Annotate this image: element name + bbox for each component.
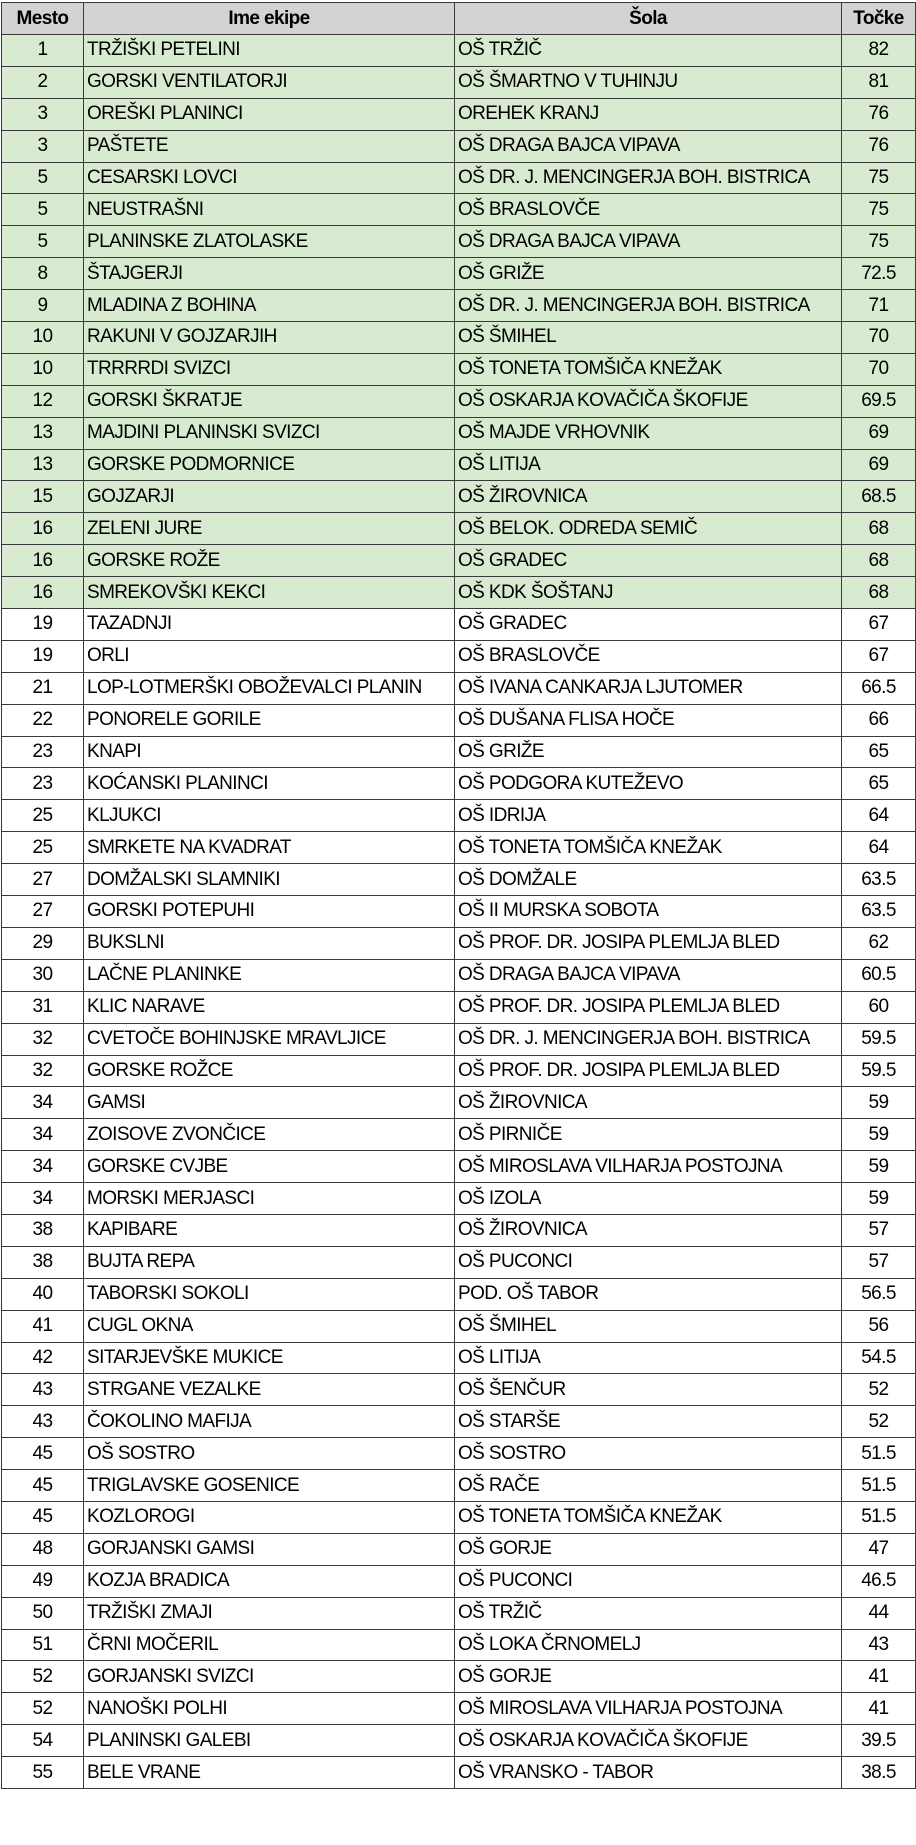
rank-cell: 52 bbox=[2, 1661, 84, 1693]
school-cell: OŠ MAJDE VRHOVNIK bbox=[455, 417, 842, 449]
table-row bbox=[2, 353, 916, 385]
school-cell: OŠ TRŽIČ bbox=[455, 35, 842, 67]
points-cell: 69 bbox=[842, 449, 916, 481]
team-cell: ŠTAJGERJI bbox=[84, 258, 455, 290]
school-cell: OŠ IZOLA bbox=[455, 1183, 842, 1215]
team-cell: ČRNI MOČERIL bbox=[84, 1629, 455, 1661]
rank-cell: 1 bbox=[2, 35, 84, 67]
rank-cell: 55 bbox=[2, 1757, 84, 1789]
school-cell: OŠ PIRNIČE bbox=[455, 1119, 842, 1151]
school-cell: OŠ TRŽIČ bbox=[455, 1597, 842, 1629]
team-cell: BUJTA REPA bbox=[84, 1246, 455, 1278]
table-row bbox=[2, 1214, 916, 1246]
header-school: Šola bbox=[455, 3, 842, 35]
table-row bbox=[2, 545, 916, 577]
rank-cell: 21 bbox=[2, 672, 84, 704]
points-cell: 75 bbox=[842, 162, 916, 194]
school-cell: OŠ GRADEC bbox=[455, 545, 842, 577]
points-cell: 64 bbox=[842, 800, 916, 832]
table-row bbox=[2, 290, 916, 322]
points-cell: 59.5 bbox=[842, 1055, 916, 1087]
table-row bbox=[2, 1183, 916, 1215]
table-row bbox=[2, 66, 916, 98]
rank-cell: 52 bbox=[2, 1693, 84, 1725]
team-cell: CESARSKI LOVCI bbox=[84, 162, 455, 194]
school-cell: OŠ TONETA TOMŠIČA KNEŽAK bbox=[455, 832, 842, 864]
rank-cell: 9 bbox=[2, 290, 84, 322]
school-cell: OŠ DOMŽALE bbox=[455, 864, 842, 896]
table-row bbox=[2, 800, 916, 832]
table-row bbox=[2, 991, 916, 1023]
rank-cell: 5 bbox=[2, 162, 84, 194]
team-cell: TAZADNJI bbox=[84, 609, 455, 641]
points-cell: 52 bbox=[842, 1406, 916, 1438]
team-cell: DOMŽALSKI SLAMNIKI bbox=[84, 864, 455, 896]
school-cell: OŠ PROF. DR. JOSIPA PLEMLJA BLED bbox=[455, 927, 842, 959]
points-cell: 68 bbox=[842, 513, 916, 545]
rank-cell: 15 bbox=[2, 481, 84, 513]
rank-cell: 45 bbox=[2, 1501, 84, 1533]
table-row bbox=[2, 577, 916, 609]
team-cell: ZOISOVE ZVONČICE bbox=[84, 1119, 455, 1151]
school-cell: OŠ ŠENČUR bbox=[455, 1374, 842, 1406]
team-cell: BUKSLNI bbox=[84, 927, 455, 959]
points-cell: 57 bbox=[842, 1214, 916, 1246]
rank-cell: 38 bbox=[2, 1214, 84, 1246]
team-cell: GORSKE ROŽE bbox=[84, 545, 455, 577]
table-row bbox=[2, 1374, 916, 1406]
points-cell: 41 bbox=[842, 1661, 916, 1693]
rank-cell: 34 bbox=[2, 1151, 84, 1183]
header-points: Točke bbox=[842, 3, 916, 35]
points-cell: 76 bbox=[842, 98, 916, 130]
team-cell: SITARJEVŠKE MUKICE bbox=[84, 1342, 455, 1374]
table-row bbox=[2, 385, 916, 417]
school-cell: OŠ BELOK. ODREDA SEMIČ bbox=[455, 513, 842, 545]
team-cell: MLADINA Z BOHINA bbox=[84, 290, 455, 322]
school-cell: OŠ PUCONCI bbox=[455, 1246, 842, 1278]
rank-cell: 41 bbox=[2, 1310, 84, 1342]
rank-cell: 32 bbox=[2, 1023, 84, 1055]
team-cell: KOZLOROGI bbox=[84, 1501, 455, 1533]
points-cell: 65 bbox=[842, 768, 916, 800]
team-cell: GORSKI POTEPUHI bbox=[84, 896, 455, 928]
team-cell: OŠ SOSTRO bbox=[84, 1438, 455, 1470]
team-cell: GORSKE ROŽCE bbox=[84, 1055, 455, 1087]
table-row bbox=[2, 927, 916, 959]
table-row bbox=[2, 1501, 916, 1533]
school-cell: OŠ VRANSKO - TABOR bbox=[455, 1757, 842, 1789]
rank-cell: 50 bbox=[2, 1597, 84, 1629]
team-cell: PLANINSKI GALEBI bbox=[84, 1725, 455, 1757]
points-cell: 46.5 bbox=[842, 1565, 916, 1597]
points-cell: 60 bbox=[842, 991, 916, 1023]
points-cell: 56 bbox=[842, 1310, 916, 1342]
team-cell: KOĆANSKI PLANINCI bbox=[84, 768, 455, 800]
points-cell: 69.5 bbox=[842, 385, 916, 417]
points-cell: 68 bbox=[842, 545, 916, 577]
results-table bbox=[1, 2, 916, 1789]
school-cell: OŠ ŠMIHEL bbox=[455, 322, 842, 354]
table-row bbox=[2, 1565, 916, 1597]
team-cell: ČOKOLINO MAFIJA bbox=[84, 1406, 455, 1438]
rank-cell: 45 bbox=[2, 1438, 84, 1470]
rank-cell: 31 bbox=[2, 991, 84, 1023]
table-row bbox=[2, 513, 916, 545]
table-row bbox=[2, 832, 916, 864]
team-cell: GORJANSKI SVIZCI bbox=[84, 1661, 455, 1693]
table-row bbox=[2, 226, 916, 258]
points-cell: 59.5 bbox=[842, 1023, 916, 1055]
team-cell: CUGL OKNA bbox=[84, 1310, 455, 1342]
table-row bbox=[2, 959, 916, 991]
points-cell: 65 bbox=[842, 736, 916, 768]
table-row bbox=[2, 1470, 916, 1502]
points-cell: 63.5 bbox=[842, 864, 916, 896]
points-cell: 43 bbox=[842, 1629, 916, 1661]
team-cell: TRŽIŠKI ZMAJI bbox=[84, 1597, 455, 1629]
points-cell: 75 bbox=[842, 226, 916, 258]
points-cell: 59 bbox=[842, 1087, 916, 1119]
points-cell: 82 bbox=[842, 35, 916, 67]
school-cell: OŠ DUŠANA FLISA HOČE bbox=[455, 704, 842, 736]
table-row bbox=[2, 1310, 916, 1342]
school-cell: OREHEK KRANJ bbox=[455, 98, 842, 130]
points-cell: 69 bbox=[842, 417, 916, 449]
school-cell: OŠ MIROSLAVA VILHARJA POSTOJNA bbox=[455, 1693, 842, 1725]
points-cell: 66 bbox=[842, 704, 916, 736]
points-cell: 54.5 bbox=[842, 1342, 916, 1374]
table-row bbox=[2, 1055, 916, 1087]
school-cell: OŠ GRADEC bbox=[455, 609, 842, 641]
school-cell: OŠ PUCONCI bbox=[455, 1565, 842, 1597]
school-cell: OŠ GORJE bbox=[455, 1533, 842, 1565]
table-row bbox=[2, 1278, 916, 1310]
rank-cell: 13 bbox=[2, 417, 84, 449]
school-cell: OŠ BRASLOVČE bbox=[455, 640, 842, 672]
school-cell: OŠ ŠMARTNO V TUHINJU bbox=[455, 66, 842, 98]
team-cell: PAŠTETE bbox=[84, 130, 455, 162]
table-row bbox=[2, 864, 916, 896]
team-cell: LOP-LOTMERŠKI OBOŽEVALCI PLANIN bbox=[84, 672, 455, 704]
rank-cell: 2 bbox=[2, 66, 84, 98]
points-cell: 68 bbox=[842, 577, 916, 609]
points-cell: 64 bbox=[842, 832, 916, 864]
points-cell: 52 bbox=[842, 1374, 916, 1406]
rank-cell: 25 bbox=[2, 832, 84, 864]
rank-cell: 23 bbox=[2, 768, 84, 800]
points-cell: 70 bbox=[842, 353, 916, 385]
table-row bbox=[2, 98, 916, 130]
team-cell: CVETOČE BOHINJSKE MRAVLJICE bbox=[84, 1023, 455, 1055]
school-cell: OŠ MIROSLAVA VILHARJA POSTOJNA bbox=[455, 1151, 842, 1183]
team-cell: NEUSTRAŠNI bbox=[84, 194, 455, 226]
points-cell: 59 bbox=[842, 1151, 916, 1183]
points-cell: 47 bbox=[842, 1533, 916, 1565]
team-cell: GORJANSKI GAMSI bbox=[84, 1533, 455, 1565]
school-cell: OŠ GRIŽE bbox=[455, 736, 842, 768]
rank-cell: 34 bbox=[2, 1183, 84, 1215]
rank-cell: 27 bbox=[2, 896, 84, 928]
team-cell: KAPIBARE bbox=[84, 1214, 455, 1246]
school-cell: OŠ IDRIJA bbox=[455, 800, 842, 832]
school-cell: OŠ ŠMIHEL bbox=[455, 1310, 842, 1342]
table-row bbox=[2, 1725, 916, 1757]
rank-cell: 23 bbox=[2, 736, 84, 768]
table-row bbox=[2, 322, 916, 354]
table-row bbox=[2, 1533, 916, 1565]
rank-cell: 43 bbox=[2, 1374, 84, 1406]
points-cell: 75 bbox=[842, 194, 916, 226]
team-cell: OREŠKI PLANINCI bbox=[84, 98, 455, 130]
table-row bbox=[2, 1661, 916, 1693]
table-row bbox=[2, 896, 916, 928]
rank-cell: 34 bbox=[2, 1087, 84, 1119]
points-cell: 39.5 bbox=[842, 1725, 916, 1757]
table-row bbox=[2, 1629, 916, 1661]
school-cell: OŠ DR. J. MENCINGERJA BOH. BISTRICA bbox=[455, 162, 842, 194]
school-cell: OŠ TONETA TOMŠIČA KNEŽAK bbox=[455, 353, 842, 385]
school-cell: OŠ II MURSKA SOBOTA bbox=[455, 896, 842, 928]
table-row bbox=[2, 35, 916, 67]
points-cell: 68.5 bbox=[842, 481, 916, 513]
team-cell: SMREKOVŠKI KEKCI bbox=[84, 577, 455, 609]
table-row bbox=[2, 449, 916, 481]
points-cell: 76 bbox=[842, 130, 916, 162]
team-cell: TABORSKI SOKOLI bbox=[84, 1278, 455, 1310]
header-row bbox=[2, 3, 916, 35]
table-row bbox=[2, 1119, 916, 1151]
table-row bbox=[2, 1023, 916, 1055]
school-cell: OŠ GORJE bbox=[455, 1661, 842, 1693]
rank-cell: 34 bbox=[2, 1119, 84, 1151]
school-cell: OŠ DR. J. MENCINGERJA BOH. BISTRICA bbox=[455, 290, 842, 322]
team-cell: KOZJA BRADICA bbox=[84, 1565, 455, 1597]
points-cell: 62 bbox=[842, 927, 916, 959]
rank-cell: 19 bbox=[2, 609, 84, 641]
table-row bbox=[2, 1087, 916, 1119]
team-cell: KNAPI bbox=[84, 736, 455, 768]
school-cell: OŠ RAČE bbox=[455, 1470, 842, 1502]
team-cell: TRIGLAVSKE GOSENICE bbox=[84, 1470, 455, 1502]
rank-cell: 49 bbox=[2, 1565, 84, 1597]
team-cell: TRŽIŠKI PETELINI bbox=[84, 35, 455, 67]
team-cell: GOJZARJI bbox=[84, 481, 455, 513]
school-cell: OŠ STARŠE bbox=[455, 1406, 842, 1438]
school-cell: POD. OŠ TABOR bbox=[455, 1278, 842, 1310]
table-row bbox=[2, 130, 916, 162]
rank-cell: 40 bbox=[2, 1278, 84, 1310]
table-row bbox=[2, 640, 916, 672]
table-row bbox=[2, 609, 916, 641]
table-row bbox=[2, 162, 916, 194]
table-row bbox=[2, 1342, 916, 1374]
school-cell: OŠ LITIJA bbox=[455, 1342, 842, 1374]
points-cell: 71 bbox=[842, 290, 916, 322]
team-cell: GAMSI bbox=[84, 1087, 455, 1119]
rank-cell: 10 bbox=[2, 353, 84, 385]
points-cell: 67 bbox=[842, 640, 916, 672]
rank-cell: 54 bbox=[2, 1725, 84, 1757]
points-cell: 51.5 bbox=[842, 1438, 916, 1470]
table-row bbox=[2, 481, 916, 513]
rank-cell: 22 bbox=[2, 704, 84, 736]
school-cell: OŠ IVANA CANKARJA LJUTOMER bbox=[455, 672, 842, 704]
table-row bbox=[2, 672, 916, 704]
rank-cell: 42 bbox=[2, 1342, 84, 1374]
school-cell: OŠ ŽIROVNICA bbox=[455, 1214, 842, 1246]
points-cell: 57 bbox=[842, 1246, 916, 1278]
rank-cell: 3 bbox=[2, 130, 84, 162]
header-team: Ime ekipe bbox=[84, 3, 455, 35]
rank-cell: 32 bbox=[2, 1055, 84, 1087]
school-cell: OŠ DR. J. MENCINGERJA BOH. BISTRICA bbox=[455, 1023, 842, 1055]
rank-cell: 16 bbox=[2, 513, 84, 545]
team-cell: ORLI bbox=[84, 640, 455, 672]
team-cell: STRGANE VEZALKE bbox=[84, 1374, 455, 1406]
team-cell: GORSKE CVJBE bbox=[84, 1151, 455, 1183]
rank-cell: 10 bbox=[2, 322, 84, 354]
team-cell: MORSKI MERJASCI bbox=[84, 1183, 455, 1215]
points-cell: 38.5 bbox=[842, 1757, 916, 1789]
school-cell: OŠ ŽIROVNICA bbox=[455, 481, 842, 513]
rank-cell: 27 bbox=[2, 864, 84, 896]
rank-cell: 45 bbox=[2, 1470, 84, 1502]
team-cell: PONORELE GORILE bbox=[84, 704, 455, 736]
rank-cell: 3 bbox=[2, 98, 84, 130]
points-cell: 59 bbox=[842, 1119, 916, 1151]
rank-cell: 8 bbox=[2, 258, 84, 290]
table-row bbox=[2, 194, 916, 226]
table-row bbox=[2, 1757, 916, 1789]
school-cell: OŠ PODGORA KUTEŽEVO bbox=[455, 768, 842, 800]
school-cell: OŠ KDK ŠOŠTANJ bbox=[455, 577, 842, 609]
header-rank: Mesto bbox=[2, 3, 84, 35]
team-cell: BELE VRANE bbox=[84, 1757, 455, 1789]
rank-cell: 5 bbox=[2, 194, 84, 226]
points-cell: 63.5 bbox=[842, 896, 916, 928]
points-cell: 56.5 bbox=[842, 1278, 916, 1310]
rank-cell: 38 bbox=[2, 1246, 84, 1278]
school-cell: OŠ ŽIROVNICA bbox=[455, 1087, 842, 1119]
table-row bbox=[2, 768, 916, 800]
rank-cell: 16 bbox=[2, 577, 84, 609]
points-cell: 51.5 bbox=[842, 1501, 916, 1533]
rank-cell: 5 bbox=[2, 226, 84, 258]
table-row bbox=[2, 736, 916, 768]
rank-cell: 51 bbox=[2, 1629, 84, 1661]
rank-cell: 48 bbox=[2, 1533, 84, 1565]
team-cell: KLJUKCI bbox=[84, 800, 455, 832]
school-cell: OŠ SOSTRO bbox=[455, 1438, 842, 1470]
team-cell: MAJDINI PLANINSKI SVIZCI bbox=[84, 417, 455, 449]
points-cell: 72.5 bbox=[842, 258, 916, 290]
table-row bbox=[2, 1693, 916, 1725]
table-row bbox=[2, 1597, 916, 1629]
school-cell: OŠ DRAGA BAJCA VIPAVA bbox=[455, 130, 842, 162]
rank-cell: 43 bbox=[2, 1406, 84, 1438]
rank-cell: 13 bbox=[2, 449, 84, 481]
rank-cell: 12 bbox=[2, 385, 84, 417]
points-cell: 59 bbox=[842, 1183, 916, 1215]
points-cell: 81 bbox=[842, 66, 916, 98]
team-cell: LAČNE PLANINKE bbox=[84, 959, 455, 991]
table-row bbox=[2, 704, 916, 736]
school-cell: OŠ OSKARJA KOVAČIČA ŠKOFIJE bbox=[455, 385, 842, 417]
school-cell: OŠ BRASLOVČE bbox=[455, 194, 842, 226]
school-cell: OŠ PROF. DR. JOSIPA PLEMLJA BLED bbox=[455, 1055, 842, 1087]
results-body bbox=[2, 35, 916, 1789]
table-row bbox=[2, 258, 916, 290]
team-cell: ZELENI JURE bbox=[84, 513, 455, 545]
school-cell: OŠ TONETA TOMŠIČA KNEŽAK bbox=[455, 1501, 842, 1533]
team-cell: GORSKE PODMORNICE bbox=[84, 449, 455, 481]
rank-cell: 16 bbox=[2, 545, 84, 577]
school-cell: OŠ LOKA ČRNOMELJ bbox=[455, 1629, 842, 1661]
team-cell: KLIC NARAVE bbox=[84, 991, 455, 1023]
school-cell: OŠ DRAGA BAJCA VIPAVA bbox=[455, 226, 842, 258]
points-cell: 66.5 bbox=[842, 672, 916, 704]
table-row bbox=[2, 1438, 916, 1470]
points-cell: 51.5 bbox=[842, 1470, 916, 1502]
rank-cell: 29 bbox=[2, 927, 84, 959]
rank-cell: 30 bbox=[2, 959, 84, 991]
table-row bbox=[2, 1151, 916, 1183]
points-cell: 44 bbox=[842, 1597, 916, 1629]
table-row bbox=[2, 1406, 916, 1438]
team-cell: RAKUNI V GOJZARJIH bbox=[84, 322, 455, 354]
rank-cell: 25 bbox=[2, 800, 84, 832]
rank-cell: 19 bbox=[2, 640, 84, 672]
school-cell: OŠ PROF. DR. JOSIPA PLEMLJA BLED bbox=[455, 991, 842, 1023]
team-cell: TRRRRDI SVIZCI bbox=[84, 353, 455, 385]
school-cell: OŠ GRIŽE bbox=[455, 258, 842, 290]
points-cell: 67 bbox=[842, 609, 916, 641]
team-cell: NANOŠKI POLHI bbox=[84, 1693, 455, 1725]
team-cell: GORSKI ŠKRATJE bbox=[84, 385, 455, 417]
team-cell: PLANINSKE ZLATOLASKE bbox=[84, 226, 455, 258]
table-row bbox=[2, 417, 916, 449]
school-cell: OŠ OSKARJA KOVAČIČA ŠKOFIJE bbox=[455, 1725, 842, 1757]
points-cell: 60.5 bbox=[842, 959, 916, 991]
school-cell: OŠ DRAGA BAJCA VIPAVA bbox=[455, 959, 842, 991]
school-cell: OŠ LITIJA bbox=[455, 449, 842, 481]
team-cell: GORSKI VENTILATORJI bbox=[84, 66, 455, 98]
team-cell: SMRKETE NA KVADRAT bbox=[84, 832, 455, 864]
table-row bbox=[2, 1246, 916, 1278]
points-cell: 41 bbox=[842, 1693, 916, 1725]
points-cell: 70 bbox=[842, 322, 916, 354]
